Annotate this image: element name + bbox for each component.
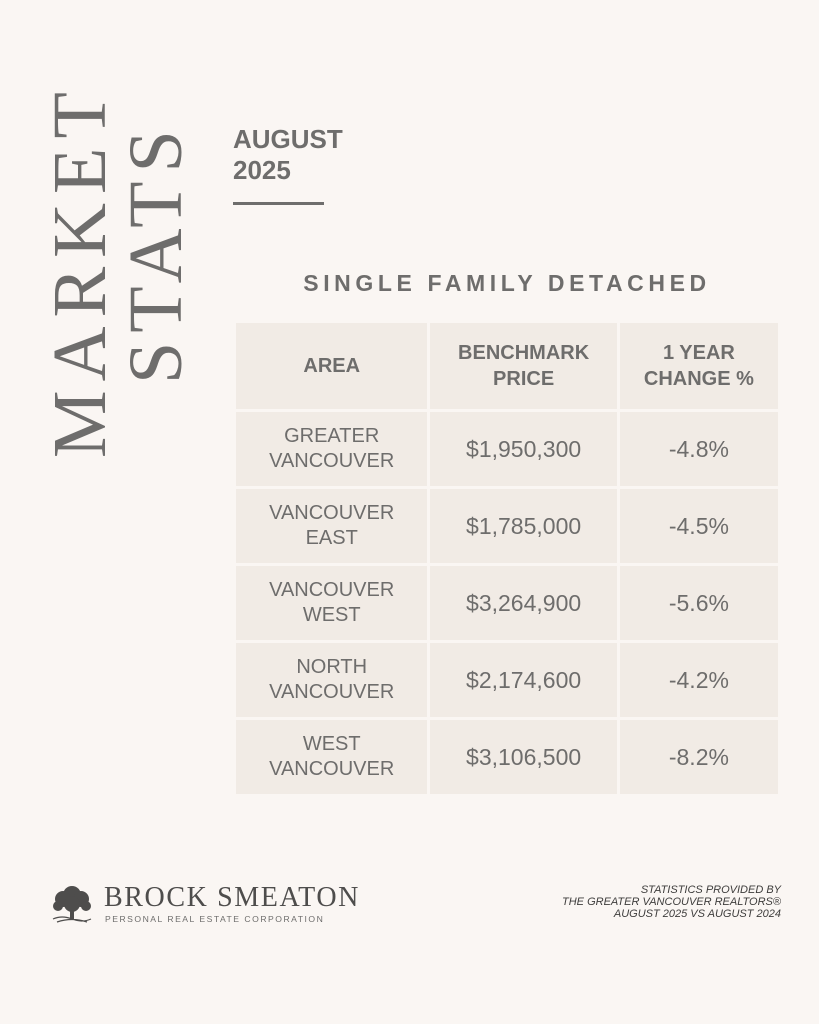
period-year: 2025 — [233, 155, 291, 185]
brand-name: BROCK SMEATON — [104, 882, 360, 913]
brand-subtitle: PERSONAL REAL ESTATE CORPORATION — [105, 914, 325, 924]
header-year-change: 1 YEAR CHANGE % — [620, 323, 778, 409]
table-row — [236, 643, 778, 717]
vertical-title-market: MARKET — [38, 83, 122, 458]
area-cell: WEST VANCOUVER — [236, 720, 427, 794]
period-month: AUGUST — [233, 124, 343, 154]
header-benchmark-price: BENCHMARK PRICE — [430, 323, 616, 409]
divider — [233, 202, 324, 205]
change-cell: -8.2% — [620, 720, 778, 794]
brand-logo — [50, 880, 360, 930]
change-cell: -5.6% — [620, 566, 778, 640]
change-cell: -4.5% — [620, 489, 778, 563]
period-heading — [233, 124, 343, 186]
price-cell: $1,785,000 — [430, 489, 616, 563]
price-cell: $1,950,300 — [430, 412, 616, 486]
price-cell: $3,264,900 — [430, 566, 616, 640]
change-cell: -4.2% — [620, 643, 778, 717]
source-line: AUGUST 2025 VS AUGUST 2024 — [613, 908, 781, 920]
table-header-row — [236, 323, 778, 409]
area-cell: GREATER VANCOUVER — [236, 412, 427, 486]
source-line: STATISTICS PROVIDED BY — [640, 884, 781, 896]
vertical-title-stats: STATS — [114, 121, 198, 384]
price-cell: $3,106,500 — [430, 720, 616, 794]
change-cell: -4.8% — [620, 412, 778, 486]
area-cell: NORTH VANCOUVER — [236, 643, 427, 717]
table-row — [236, 489, 778, 563]
table-row — [236, 720, 778, 794]
table-row — [236, 412, 778, 486]
header-area: AREA — [236, 323, 427, 409]
price-cell: $2,174,600 — [430, 643, 616, 717]
table-row — [236, 566, 778, 640]
stats-table — [233, 320, 781, 797]
source-note — [562, 884, 781, 920]
area-cell: VANCOUVER EAST — [236, 489, 427, 563]
area-cell: VANCOUVER WEST — [236, 566, 427, 640]
tree-icon — [50, 884, 94, 926]
section-title: SINGLE FAMILY DETACHED — [303, 270, 711, 296]
vertical-title — [38, 83, 198, 460]
source-line: THE GREATER VANCOUVER REALTORS® — [562, 896, 781, 908]
